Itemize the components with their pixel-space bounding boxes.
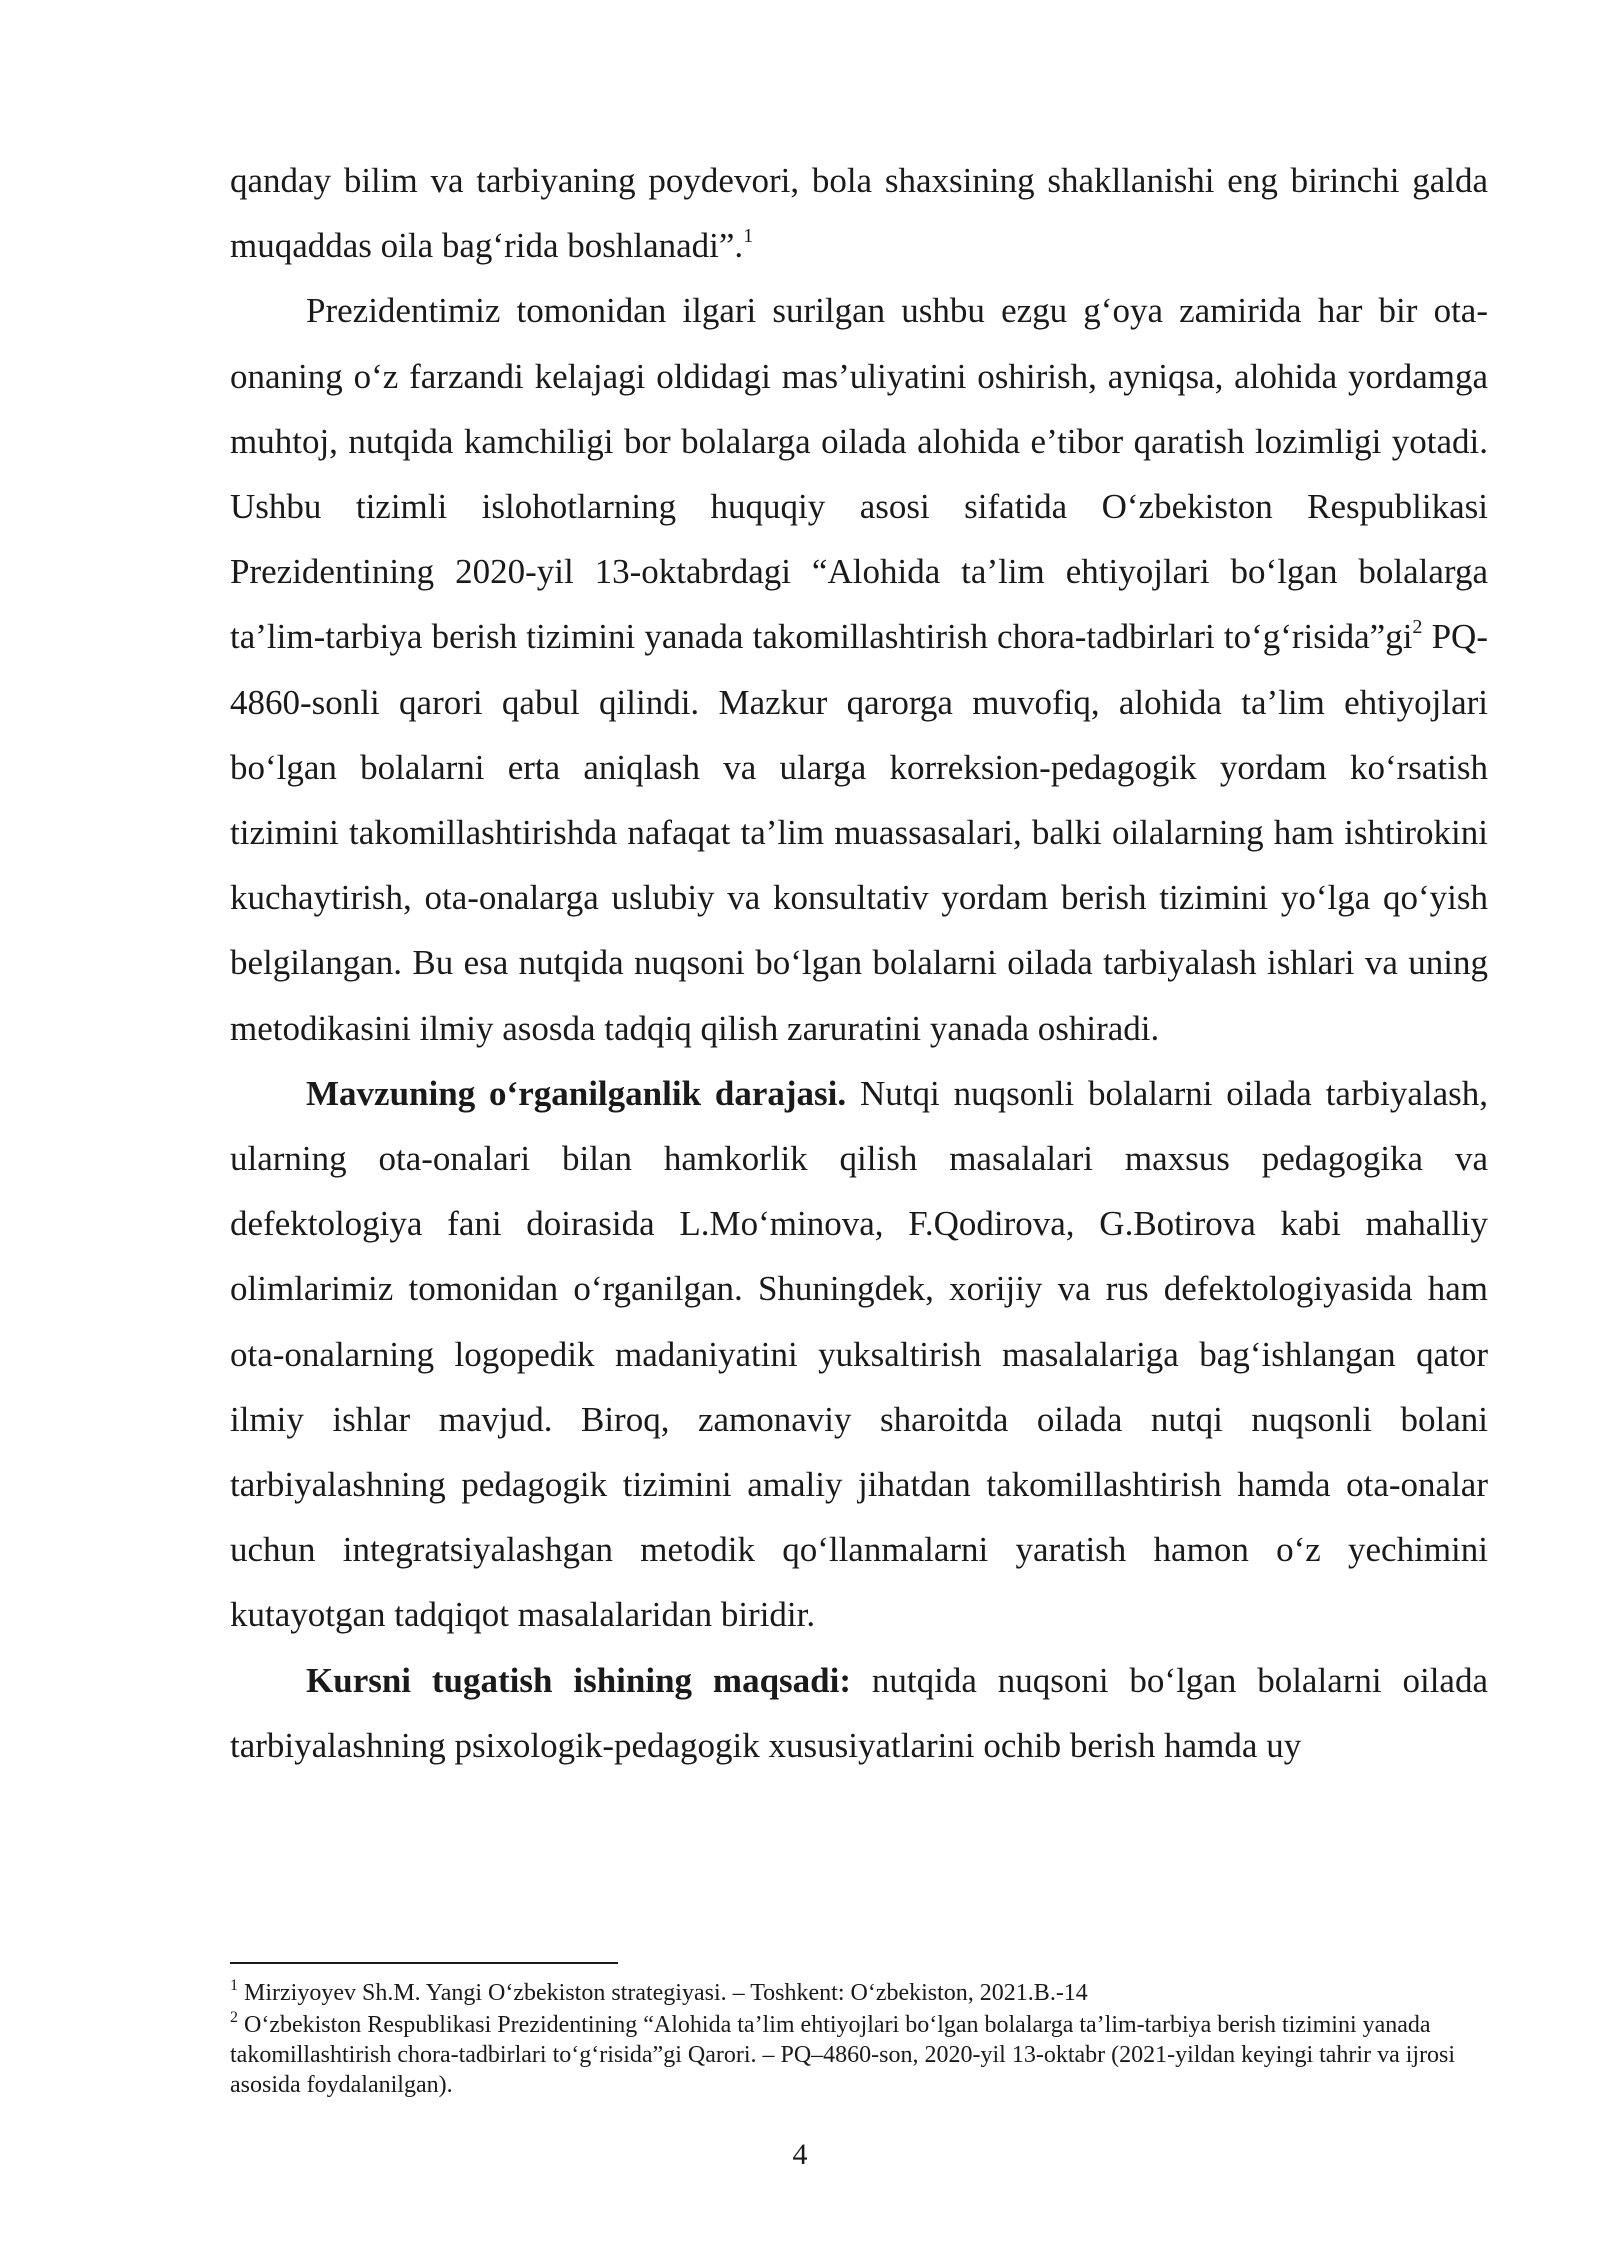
footnote-1 xyxy=(230,1978,1488,2008)
paragraph-text: Nutqi nuqsonli bolalarni oilada tarbiyalash, ularning ota-onalari bilan hamkorlik qilish masalalari maxsus pedagogika va defektologiya fani doirasida L.Mo‘minova, F.Qodirova, G.Botirova kabi mahalliy olimlarimiz tomonidan o‘rganilgan. Shuningdek, xorijiy va rus defektologiyasida ham ota-onalarning logopedik madaniyatini yuksaltirish masalalariga bag‘ishlangan qator ilmiy ishlar mavjud. Biroq, zamonaviy sharoitda oilada nutqi nuqsonli bolani tarbiyalashning pedagogik tizimini amaliy jihatdan takomillashtirish hamda ota-onalar uchun integratsiyalashgan metodik qo‘llanmalarni yaratish hamon o‘z yechimini kutayotgan tadqiqot masalalaridan biridir. xyxy=(230,1073,1488,1635)
footnote-number: 2 xyxy=(230,2009,238,2026)
footnote-ref-1[interactable]: 1 xyxy=(743,225,754,248)
page-number: 4 xyxy=(792,2138,808,2171)
footnotes xyxy=(230,1978,1488,2102)
paragraph-text: qanday bilim va tarbiyaning poydevori, bola shaxsining shakllanishi eng birinchi galda muqaddas oila bag‘rida boshlanadi”. xyxy=(230,161,1488,266)
footnote-text: O‘zbekiston Respublikasi Prezidentining “Alohida ta’lim ehtiyojlari bo‘lgan bolalarga ta’lim-tarbiya berish tizimini yanada takomillashtirish chora-tadbirlari to‘g‘risida”gi Qarori. – PQ–4860-son, 2020-yil 13-oktabr (2021-yildan keyingi tahrir va ijrosi asosida foydalanilgan). xyxy=(230,2012,1456,2098)
footnote-2 xyxy=(230,2010,1488,2100)
section-heading-course-goal: Kursni tugatish ishining maqsadi: xyxy=(306,1660,851,1700)
footnote-separator xyxy=(230,1962,618,1964)
footnote-text: Mirziyoyev Sh.M. Yangi O‘zbekiston strategiyasi. – Toshkent: O‘zbekiston, 2021.B.-14 xyxy=(238,1980,1088,2006)
document-body xyxy=(230,148,1488,1778)
paragraph-text: Prezidentimiz tomonidan ilgari surilgan ushbu ezgu g‘oya zamirida har bir ota-onaning o‘z farzandi kelajagi oldidagi mas’uliyatini oshirish, ayniqsa, alohida yordamga muhtoj, nutqida kamchiligi bor bolalarga oilada alohida e’tibor qaratish lozimligi yotadi. Ushbu tizimli islohotlarning huquqiy asosi sifatida O‘zbekiston Respublikasi Prezidentining 2020-yil 13-oktabrdagi “Alohida ta’lim ehtiyojlari bo‘lgan bolalarga ta’lim-tarbiya berish tizimini yanada takomillashtirish chora-tadbirlari to‘g‘risida”gi xyxy=(230,291,1488,657)
paragraph-text: PQ-4860-sonli qarori qabul qilindi. Mazkur qarorga muvofiq, alohida ta’lim ehtiyojlari bo‘lgan bolalarni erta aniqlash va ularga korreksion-pedagogik yordam ko‘rsatish tizimini takomillashtirishda nafaqat ta’lim muassasalari, balki oilalarning ham ishtirokini kuchaytirish, ota-onalarga uslubiy va konsultativ yordam berish tizimini yo‘lga qo‘yish belgilangan. Bu esa nutqida nuqsoni bo‘lgan bolalarni oilada tarbiyalash ishlari va uning metodikasini ilmiy asosda tadqiq qilish zaruratini yanada oshiradi. xyxy=(230,617,1488,1048)
footnote-number: 1 xyxy=(230,1977,238,1994)
section-heading-degree-of-study: Mavzuning o‘rganilganlik darajasi. xyxy=(306,1073,847,1113)
footnote-ref-2[interactable]: 2 xyxy=(1412,616,1423,639)
paragraph-legal-basis xyxy=(230,278,1488,1060)
paragraph-intro-continuation xyxy=(230,148,1488,278)
paragraph-course-goal xyxy=(230,1648,1488,1778)
paragraph-text: nutqida nuqsoni bo‘lgan bolalarni oilada tarbiyalashning psixologik-pedagogik xususiyatlarini ochib berish hamda uy xyxy=(230,1660,1488,1765)
paragraph-degree-of-study xyxy=(230,1061,1488,1648)
